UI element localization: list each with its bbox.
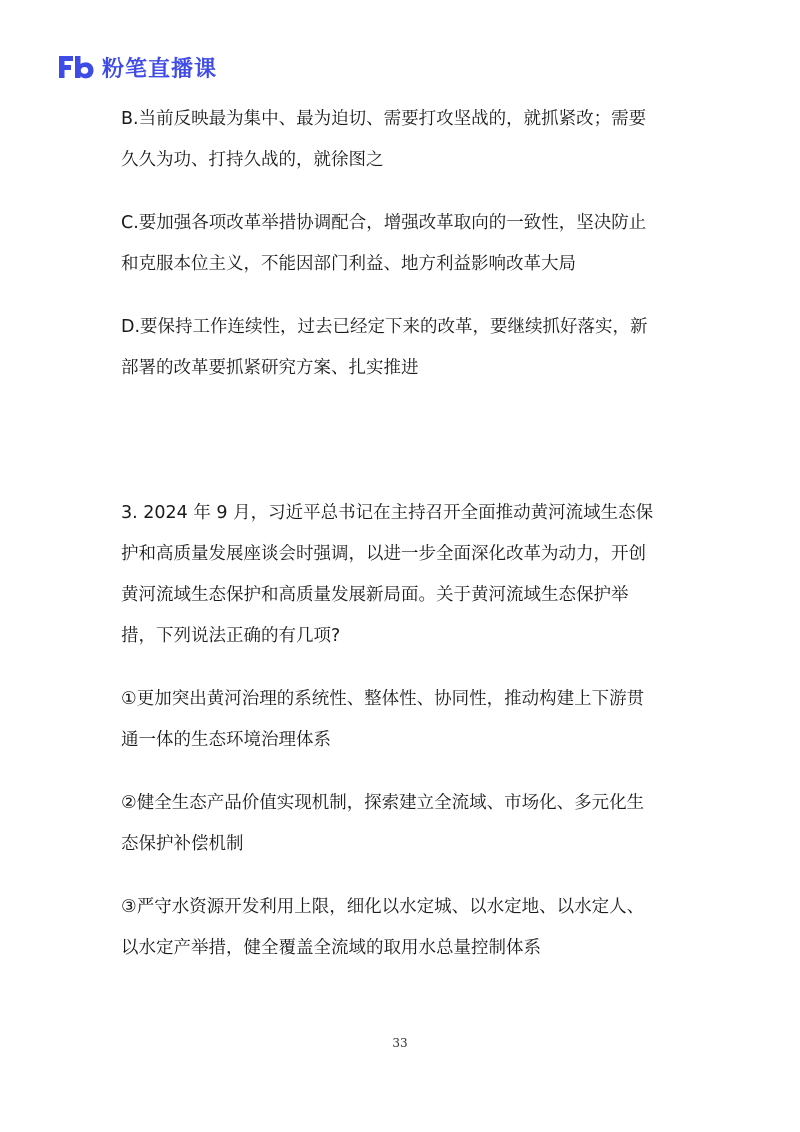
statement-1-line-1: ①更加突出黄河治理的系统性、整体性、协同性，推动构建上下游贯 (121, 689, 645, 709)
statement-3-line-2: 以水定产举措，健全覆盖全流域的取用水总量控制体系 (121, 938, 541, 958)
header (56, 50, 217, 84)
option-d-line-2: 部署的改革要抓紧研究方案、扎实推进 (121, 358, 419, 378)
question-3-line-2: 护和高质量发展座谈会时强调，以进一步全面深化改革为动力，开创 (121, 544, 646, 564)
statement-3-line-1: ③严守水资源开发利用上限，细化以水定城、以水定地、以水定人、 (121, 897, 645, 917)
option-b (121, 99, 681, 181)
fenbi-logo-icon (56, 52, 96, 82)
question-3-line-4: 措，下列说法正确的有几项? (121, 626, 341, 646)
statement-2-line-1: ②健全生态产品价值实现机制，探索建立全流域、市场化、多元化生 (121, 793, 645, 813)
question-3 (121, 493, 681, 657)
document-body (121, 99, 681, 969)
statement-2 (121, 783, 681, 865)
option-b-line-2: 久久为功、打持久战的，就徐图之 (121, 150, 384, 170)
logo-text: 粉笔直播课 (102, 56, 218, 82)
question-3-line-3: 黄河流域生态保护和高质量发展新局面。关于黄河流域生态保护举 (121, 585, 629, 605)
page-number: 33 (392, 1036, 408, 1050)
statement-1-line-2: 通一体的生态环境治理体系 (121, 730, 331, 750)
statement-3 (121, 887, 681, 969)
option-b-line-1: B.当前反映最为集中、最为迫切、需要打攻坚战的，就抓紧改；需要 (121, 109, 647, 129)
option-c (121, 203, 681, 285)
option-c-line-2: 和克服本位主义，不能因部门利益、地方利益影响改革大局 (121, 254, 576, 274)
option-d-line-1: D.要保持工作连续性，过去已经定下来的改革，要继续抓好落实，新 (121, 317, 648, 337)
option-d (121, 307, 681, 389)
statement-2-line-2: 态保护补偿机制 (121, 834, 244, 854)
question-3-line-1: 3. 2024 年 9 月，习近平总书记在主持召开全面推动黄河流域生态保 (121, 503, 654, 523)
option-c-line-1: C.要加强各项改革举措协调配合，增强改革取向的一致性，坚决防止 (121, 213, 647, 233)
statement-1 (121, 679, 681, 761)
